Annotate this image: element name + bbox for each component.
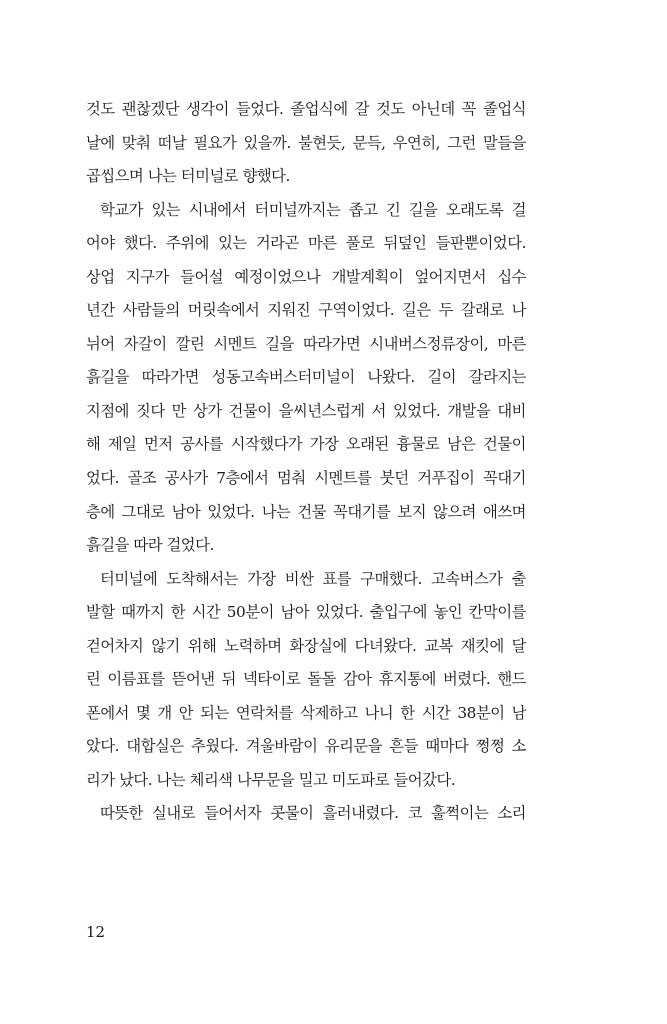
text-line: 았다. 대합실은 추웠다. 겨울바람이 유리문을 흔들 때마다 쩡쩡 소	[86, 737, 526, 756]
text-line: 린 이름표를 뜯어낸 뒤 넥타이로 돌돌 감아 휴지통에 버렸다. 핸드	[86, 670, 526, 689]
text-line: 터미널에 도착해서는 가장 비싼 표를 구매했다. 고속버스가 출	[100, 569, 526, 588]
text-line: 뉘어 자갈이 깔린 시멘트 길을 따라가면 시내버스정류장이, 마른	[86, 334, 526, 353]
text-line: 발할 때까지 한 시간 50분이 남아 있었다. 출입구에 놓인 칸막이를	[86, 603, 526, 622]
text-line: 지점에 짓다 만 상가 건물이 을씨년스럽게 서 있었다. 개발을 대비	[86, 401, 526, 420]
body-text	[86, 93, 526, 831]
text-line: 곱씹으며 나는 터미널로 향했다.	[86, 167, 290, 186]
text-line: 학교가 있는 시내에서 터미널까지는 좁고 긴 길을 오래도록 걸	[100, 200, 526, 219]
text-line: 것도 괜찮겠단 생각이 들었다. 졸업식에 갈 것도 아닌데 꼭 졸업식	[86, 100, 526, 118]
text-line: 흙길을 따라가면 성동고속버스터미널이 나왔다. 길이 갈라지는	[86, 368, 526, 387]
text-line: 흙길을 따라 걸었다.	[86, 536, 214, 555]
text-line: 년간 사람들의 머릿속에서 지워진 구역이었다. 길은 두 갈래로 나	[86, 301, 526, 320]
text-line: 따뜻한 실내로 들어서자 콧물이 흘러내렸다. 코 훌쩍이는 소리	[100, 804, 526, 823]
text-line: 폰에서 몇 개 안 되는 연락처를 삭제하고 나니 한 시간 38분이 남	[86, 703, 526, 722]
text-line: 날에 맞춰 떠날 필요가 있을까. 불현듯, 문득, 우연히, 그런 말들을	[86, 133, 526, 152]
text-line: 상업 지구가 들어설 예정이었으나 개발계획이 엎어지면서 십수	[86, 267, 526, 286]
text-line: 리가 났다. 나는 체리색 나무문을 밀고 미도파로 들어갔다.	[86, 770, 456, 789]
text-line: 해 제일 먼저 공사를 시작했다가 가장 오래된 흉물로 남은 건물이	[86, 435, 526, 454]
text-line: 층에 그대로 남아 있었다. 나는 건물 꼭대기를 보지 않으려 애쓰며	[86, 502, 526, 521]
text-line: 었다. 골조 공사가 7층에서 멈춰 시멘트를 붓던 거푸집이 꼭대기	[86, 469, 526, 488]
text-line: 어야 했다. 주위에 있는 거라곤 마른 풀로 뒤덮인 들판뿐이었다.	[86, 234, 526, 253]
page-number: 12	[86, 923, 106, 941]
text-line: 걷어차지 않기 위해 노력하며 화장실에 다녀왔다. 교복 재킷에 달	[86, 636, 526, 655]
